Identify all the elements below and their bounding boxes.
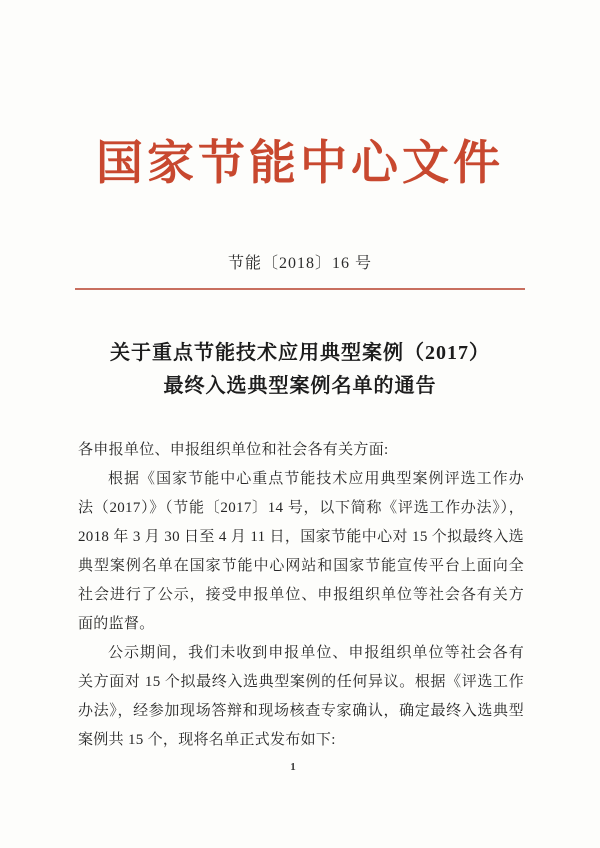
document-number: 节能〔2018〕16 号 <box>227 255 372 272</box>
document-body <box>78 436 524 755</box>
body-line: 案例共 15 个，现将名单正式发布如下: <box>78 732 336 748</box>
body-line: 典型案例名单在国家节能中心网站和国家节能宣传平台上面向全 <box>78 558 524 574</box>
body-line: 面的监督。 <box>78 616 155 632</box>
page-number: 1 <box>290 761 296 773</box>
body-line: 法（2017）》（节能〔2017〕14 号，以下简称《评选工作办法》）， <box>78 500 524 516</box>
red-separator-rule <box>75 288 525 290</box>
letterhead-title: 国家节能中心文件 <box>96 138 504 190</box>
body-line: 社会进行了公示，接受申报单位、申报组织单位等社会各有关方 <box>78 587 524 603</box>
body-line: 办法》，经参加现场答辩和现场核查专家确认，确定最终入选典型 <box>78 703 524 719</box>
body-line: 关方面对 15 个拟最终入选典型案例的任何异议。根据《评选工作 <box>78 674 524 690</box>
body-line: 2018 年 3 月 30 日至 4 月 11 日，国家节能中心对 15 个拟最终入选 <box>78 529 524 545</box>
document-title <box>0 337 600 403</box>
body-line: 公示期间，我们未收到申报单位、申报组织单位等社会各有 <box>108 645 524 661</box>
document-title-line-1: 关于重点节能技术应用典型案例（2017） <box>110 342 490 364</box>
salutation-line: 各申报单位、申报组织单位和社会各有关方面: <box>78 442 389 458</box>
document-title-line-2: 最终入选典型案例名单的通告 <box>163 375 437 397</box>
body-line: 根据《国家节能中心重点节能技术应用典型案例评选工作办 <box>108 471 524 487</box>
